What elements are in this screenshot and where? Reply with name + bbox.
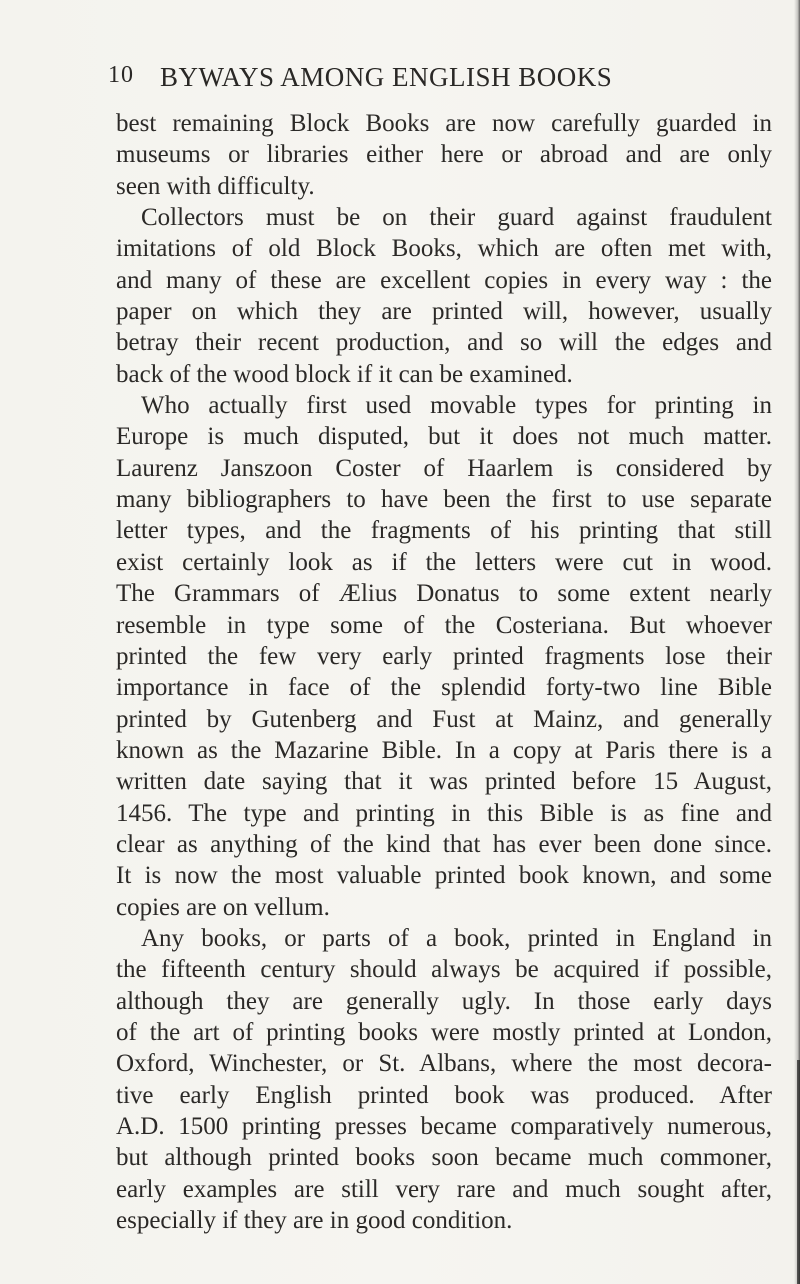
page-number: 10 (108, 62, 134, 88)
text-line: exist certainly look as if the letters were cut in wood. (116, 548, 772, 576)
text-line: clear as anything of the kind that has ever been done since. (116, 830, 772, 858)
text-line: the fifteenth century should always be acquired if possible, (116, 956, 772, 984)
text-line: paper on which they are printed will, however, usually (116, 298, 772, 326)
text-line: although they are generally ugly. In those early days (116, 987, 772, 1015)
text-line: museums or libraries either here or abroad and are only (116, 141, 772, 169)
text-line: letter types, and the fragments of his printing that still (116, 517, 772, 545)
body-text (116, 108, 772, 1236)
text-line: best remaining Block Books are now carefully guarded in (116, 110, 772, 137)
text-line: Collectors must be on their guard against fraudulent (141, 204, 772, 232)
text-line: A.D. 1500 printing presses became comparatively numerous, (116, 1113, 772, 1140)
text-line: Europe is much disputed, but it does not much matter. (116, 423, 772, 451)
text-line: resemble in type some of the Costeriana. But whoever (116, 611, 772, 639)
text-line: copies are on vellum. (116, 893, 330, 921)
text-line: tive early English printed book was produced. After (116, 1081, 772, 1109)
text-line: many bibliographers to have been the first to use separate (116, 486, 772, 514)
text-line: It is now the most valuable printed book known, and some (116, 862, 772, 890)
running-title: BYWAYS AMONG ENGLISH BOOKS (160, 62, 613, 92)
text-line: especially if they are in good condition. (116, 1207, 513, 1235)
text-line: 1456. The type and printing in this Bible is as fine and (116, 799, 772, 827)
page-header (108, 62, 748, 94)
text-line: but although printed books soon became much commoner, (116, 1144, 772, 1172)
text-line: printed the few very early printed fragments lose their (116, 642, 772, 670)
text-line: Laurenz Janszoon Coster of Haarlem is considered by (116, 454, 772, 482)
text-line: written date saying that it was printed before 15 August, (116, 768, 772, 796)
text-line: importance in face of the splendid forty-two line Bible (116, 674, 772, 702)
text-line: Who actually first used movable types for printing in (141, 392, 772, 420)
text-line: The Grammars of Ælius Donatus to some extent nearly (116, 580, 772, 608)
text-line: and many of these are excellent copies in every way : the (116, 266, 772, 294)
text-line: known as the Mazarine Bible. In a copy at Paris there is a (116, 736, 772, 764)
text-line: Oxford, Winchester, or St. Albans, where the most decora- (116, 1050, 772, 1078)
text-line: early examples are still very rare and much sought after, (116, 1175, 772, 1203)
text-line: printed by Gutenberg and Fust at Mainz, and generally (116, 705, 772, 733)
text-line: Any books, or parts of a book, printed in England in (141, 924, 772, 952)
text-line: of the art of printing books were mostly printed at London, (116, 1018, 772, 1046)
text-line: betray their recent production, and so will the edges and (116, 329, 772, 357)
text-line: back of the wood block if it can be examined. (116, 360, 573, 388)
text-line: imitations of old Block Books, which are often met with, (116, 235, 772, 263)
text-line: seen with difficulty. (116, 172, 315, 200)
